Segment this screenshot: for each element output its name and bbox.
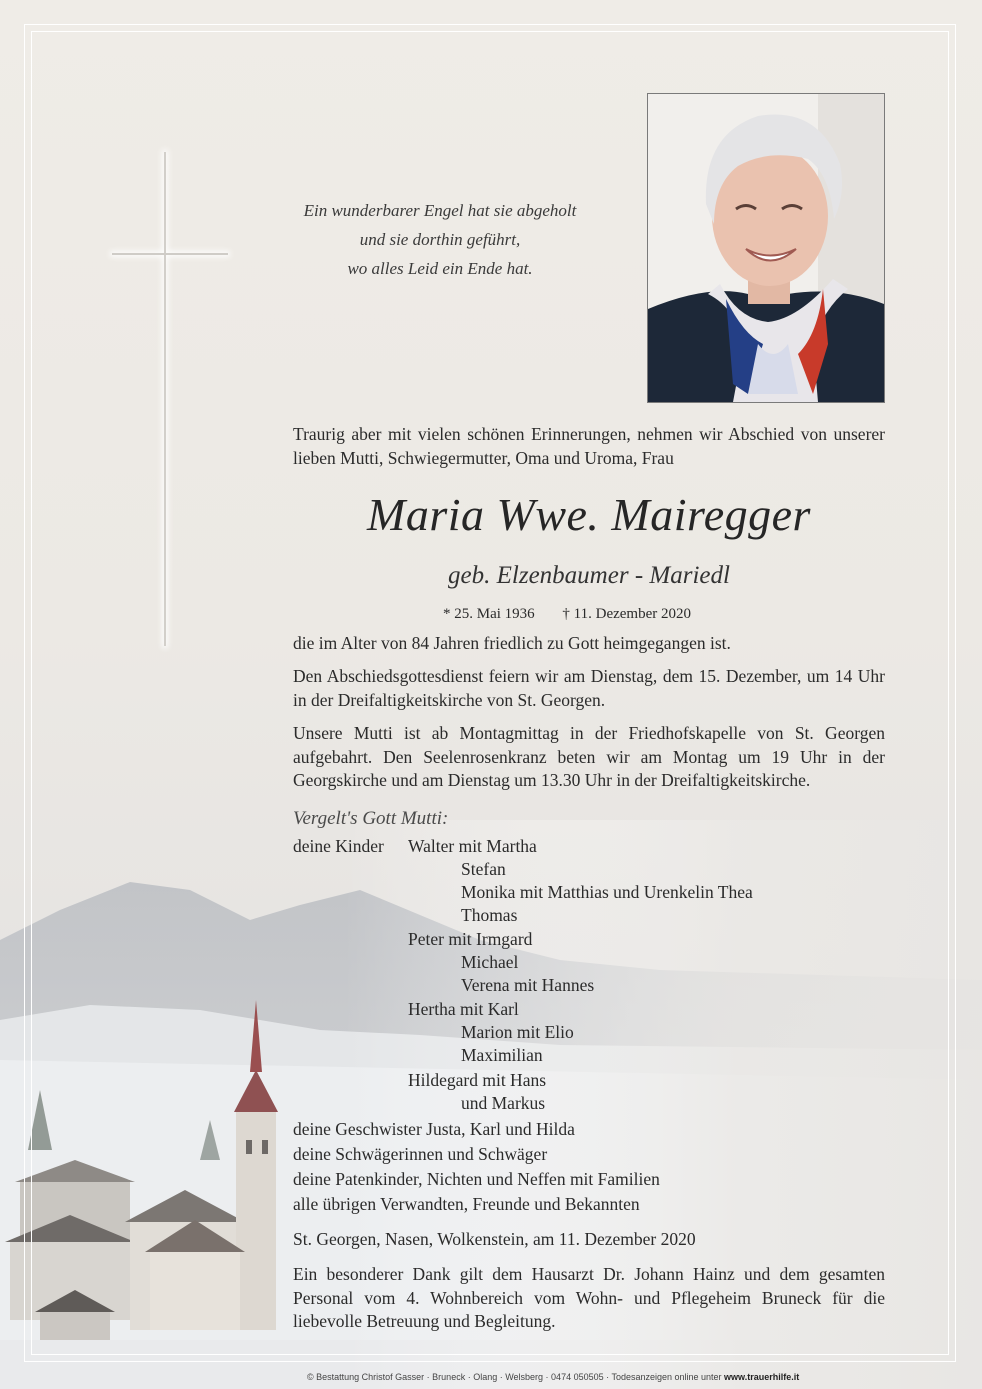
family-member: Thomas [461,905,518,925]
family-member: Michael [461,952,519,972]
birth-date: * 25. Mai 1936 [443,606,535,622]
family-member: Hildegard mit Hans [408,1070,547,1090]
death-date: † 11. Dezember 2020 [562,606,691,622]
portrait-photo [647,93,885,403]
family-member: und Markus [461,1093,546,1113]
relatives-line: deine Geschwister Justa, Karl und Hilda [293,1119,575,1139]
relatives-line: alle übrigen Verwandten, Freunde und Bekannten [293,1194,640,1214]
family-member: Walter mit Martha [408,836,537,856]
intro-text: Traurig aber mit vielen schönen Erinnerungen, nehmen wir Abschied von unserer lieben Mutti, Schwiegermutter, Oma und Uroma, Frau [293,424,885,468]
birth-name: geb. Elzenbaumer - Mariedl [448,562,730,589]
cross-icon [100,140,240,660]
children-label: deine Kinder [293,836,384,856]
footer-link[interactable]: www.trauerhilfe.it [724,1372,800,1382]
family-member: Stefan [461,859,506,879]
family-member: Hertha mit Karl [408,999,519,1019]
relatives-line: deine Patenkinder, Nichten und Neffen mit Familien [293,1169,660,1189]
quote-line-1: Ein wunderbarer Engel hat sie abgeholt [303,201,577,220]
footer [0,1368,982,1389]
quote-line-2: und sie dorthin geführt, [359,230,521,249]
family-member: Monika mit Matthias und Urenkelin Thea [461,882,753,902]
deceased-name: Maria Wwe. Mairegger [367,489,811,540]
life-dates [443,604,691,624]
family-member: Verena mit Hannes [461,975,595,995]
age-statement: die im Alter von 84 Jahren friedlich zu Gott heimgegangen ist. [293,633,731,653]
family-member: Peter mit Irmgard [408,929,533,949]
memorial-quote [290,196,590,283]
wake-announcement: Unsere Mutti ist ab Montagmittag in der Friedhofskapelle von St. Georgen aufgebahrt. Den Seelenrosenkranz beten wir am Montag um 19 Uhr in der Georgskirche und am Dienstag um 13.30 Uhr in der Dreifaltigkeitskirche. [293,723,885,790]
place-and-date: St. Georgen, Nasen, Wolkenstein, am 11. Dezember 2020 [293,1229,696,1249]
service-announcement: Den Abschiedsgottesdienst feiern wir am Dienstag, dem 15. Dezember, um 14 Uhr in der Dreifaltigkeitskirche von St. Georgen. [293,666,885,710]
quote-line-3: wo alles Leid ein Ende hat. [347,259,533,278]
footer-credit: © Bestattung Christof Gasser · Bruneck · Olang · Welsberg · 0474 050505 · Todesanzeigen online unter [307,1372,725,1382]
family-member: Marion mit Elio [461,1022,574,1042]
thanks-heading: Vergelt's Gott Mutti: [293,808,449,829]
special-thanks: Ein besonderer Dank gilt dem Hausarzt Dr. Johann Hainz und dem gesamten Personal vom 4. Wohnbereich vom Wohn- und Pflegeheim Bruneck für die liebevolle Betreuung und Begleitung. [293,1264,885,1331]
family-member: Maximilian [461,1045,543,1065]
relatives-line: deine Schwägerinnen und Schwäger [293,1144,548,1164]
footer-text [307,1372,799,1382]
